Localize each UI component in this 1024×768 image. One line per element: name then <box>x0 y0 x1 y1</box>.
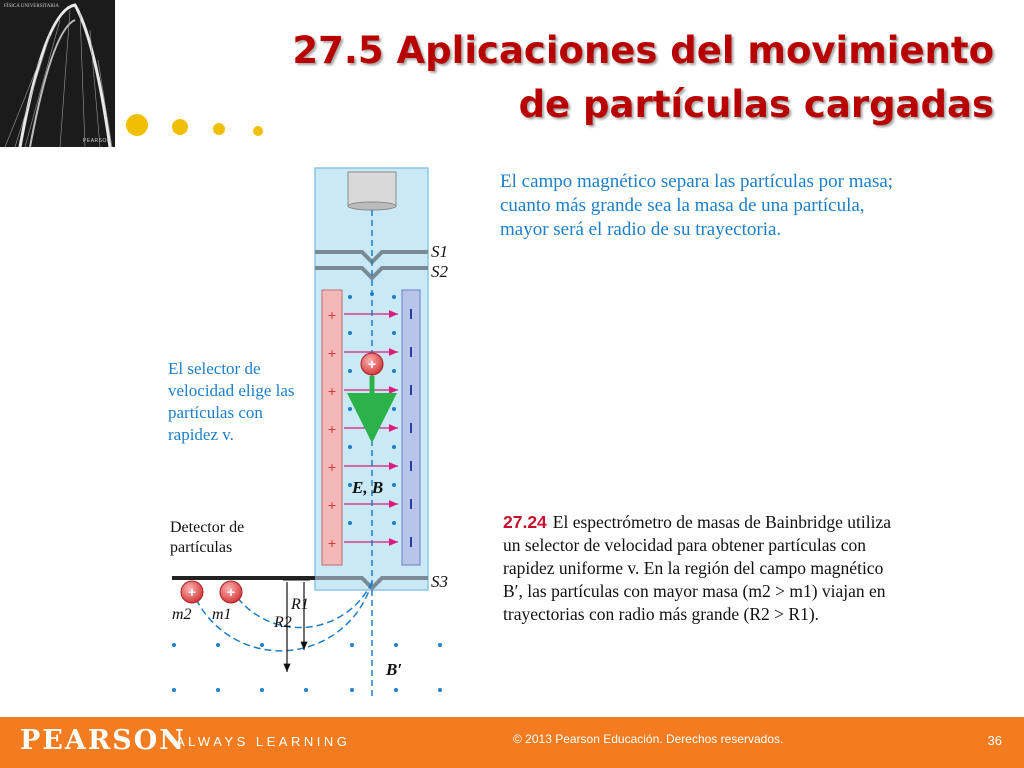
pearson-logo: PEARSON <box>20 725 186 756</box>
label-r2: R2 <box>274 614 292 631</box>
svg-text:+: + <box>367 356 377 372</box>
label-r1: R1 <box>291 596 309 613</box>
svg-text:+: + <box>327 535 337 551</box>
label-m2: m2 <box>172 606 192 623</box>
label-field-eb: E, B <box>352 478 384 497</box>
slide-title-line-1: 27.5 Aplicaciones del movimiento <box>292 29 994 72</box>
svg-text:+: + <box>327 307 337 323</box>
svg-text:+: + <box>187 584 197 600</box>
svg-text:+: + <box>226 584 236 600</box>
figure-caption-text: El espectrómetro de masas de Bainbridge utiliza un selector de velocidad para obtener partículas con rapidez uniforme v. En la región del campo magnético B′, las partículas con mayor masa (m2 > m1) viajan en trayectorias con radio más grande (R2 > R1). <box>503 512 892 624</box>
slide-title-line-2: de partículas cargadas <box>518 83 994 126</box>
svg-text:+: + <box>327 345 337 361</box>
footer-tagline: ALWAYS LEARNING <box>176 734 351 749</box>
slide-number: 36 <box>987 733 1002 748</box>
svg-text:+: + <box>327 421 337 437</box>
book-cover-title: FÍSICA UNIVERSITARIA <box>4 4 60 9</box>
label-m1: m1 <box>212 606 232 623</box>
figure-number: 27.24 <box>503 512 547 532</box>
label-s2: S2 <box>431 262 448 281</box>
label-b-prime: B′ <box>386 660 403 679</box>
detector-label: Detector de partículas <box>170 519 245 556</box>
svg-text:+: + <box>327 459 337 475</box>
copyright-text: © 2013 Pearson Educación. Derechos reservados. <box>513 732 784 746</box>
footer-bar <box>0 717 1024 768</box>
svg-text:+: + <box>327 497 337 513</box>
label-s1: S1 <box>431 242 448 261</box>
velocity-selector-caption: El selector de velocidad elige las partículas con rapidez v. <box>168 359 295 444</box>
ion-source <box>348 172 396 206</box>
magnetic-field-caption: El campo magnético separa las partículas por masa; cuanto más grande sea la masa de una partícula, mayor será el radio de su trayectoria. <box>500 171 894 240</box>
figure-caption <box>503 511 903 626</box>
label-s3: S3 <box>431 572 448 591</box>
book-cover-publisher: PEARSON <box>83 138 111 144</box>
svg-text:+: + <box>327 383 337 399</box>
